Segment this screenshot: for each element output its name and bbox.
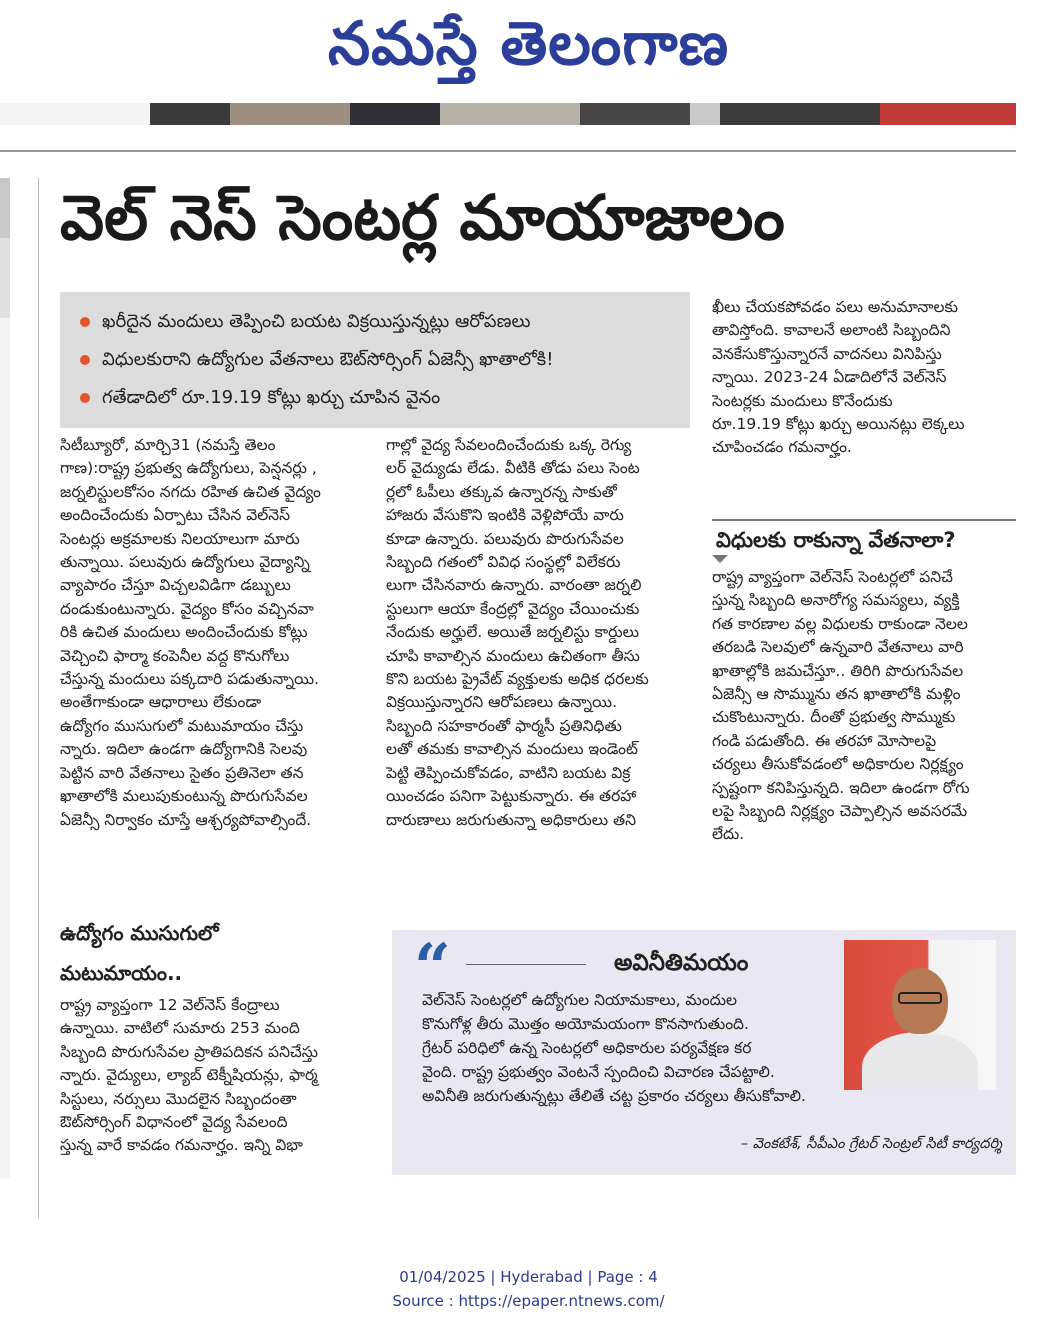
text-line: గాల్లో వైద్య సేవలందించేందుకు ఒక్క రెగ్యు	[386, 436, 632, 454]
portrait-photo	[844, 940, 996, 1090]
text-line: చర్యలు తీసుకోవడంలో అధికారుల నిర్లక్ష్యం	[712, 755, 964, 774]
quote-box	[392, 930, 1016, 1175]
adjacent-article-edge	[0, 178, 10, 1178]
text-line: చుకొంటున్నారు. దీంతో ప్రభుత్వ సొమ్ముకు	[712, 708, 956, 727]
text-line: ఏజెన్సీ నిర్వాకం చూస్తే ఆశ్చర్యపోవాల్సిందే.	[60, 810, 312, 829]
text-line: ఏజెన్సీ ఆ సొమ్మును తన ఖాతాలోకి మళ్లిం	[712, 685, 961, 704]
text-line: సెంటర్లు అక్రమాలకు నిలయాలుగా మారు	[60, 529, 300, 548]
text-line: గండి పడుతోంది. ఈ తరహా మోసాలపై	[712, 731, 937, 750]
bullet-icon	[80, 393, 90, 403]
text-line: పెట్టిన వారి వేతనాలు సైతం ప్రతినెలా తన	[60, 763, 304, 782]
text-line: అంతేగాకుండా ఆధారాలు లేకుండా	[60, 693, 262, 712]
text-line: సిస్టులు, నర్సులు మొదలైన సిబ్బందంతా	[60, 1089, 297, 1108]
text-line: పెట్టి తెప్పించుకోవడం, వాటిని బయట విక్ర	[386, 763, 631, 782]
text-line: సెంటర్లకు మందులు కొనేందుకు	[712, 391, 893, 410]
text-line: ఉన్నాయి. వాటిలో సుమారు 253 మంది	[60, 1019, 300, 1038]
top-rule	[0, 150, 1016, 152]
text-line: రాష్ట్ర వ్యాప్తంగా 12 వెల్‌నెస్ కేంద్రాలు	[60, 996, 280, 1014]
text-line: రూ.19.19 కోట్లు ఖర్చు అయినట్లు లెక్కలు	[712, 415, 965, 434]
text-line: చూపి కావాల్సిన మందులు ఉచితంగా తీసు	[386, 646, 640, 665]
text-line: రాష్ట్ర వ్యాప్తంగా వెల్‌నెస్ సెంటర్లలో పనిచే	[712, 568, 953, 586]
text-line: చేస్తున్న మందులు పక్కదారి పడుతున్నాయి.	[60, 670, 320, 689]
highlight-item: ఖరీదైన మందులు తెప్పించి బయట విక్రయిస్తున్నట్లు ఆరోపణలు	[80, 304, 530, 340]
text-line: జర్నలిస్టులకోసం నగదు రహిత ఉచిత వైద్యం	[60, 482, 321, 501]
highlight-item: విధులకురాని ఉద్యోగుల వేతనాలు ఔట్‌సోర్సింగ్ ఏజెన్సీ ఖాతాలోకి!	[80, 342, 553, 378]
quote-attribution: – వెంకటేశ్, సీపీఎం గ్రేటర్ సెంట్రల్ సిటీ కార్యదర్శి	[740, 1136, 1002, 1152]
text-line: కొనుగోళ్ల తీరు మొత్తం అయోమయంగా కొనసాగుతుంది.	[422, 1015, 749, 1033]
section-pointer-icon	[712, 555, 728, 563]
text-line: గాణ):రాష్ట్ర ప్రభుత్వ ఉద్యోగులు, పెన్షనర్లు ,	[60, 459, 317, 478]
text-line: వెనకేసుకొస్తున్నారనే వాదనలు వినిపిస్తు	[712, 344, 942, 363]
text-line: లపై సిబ్బంది నిర్లక్ష్యం చెప్పాల్సిన అవసరమే	[712, 802, 968, 821]
bullet-icon	[80, 355, 90, 365]
bullet-icon	[80, 317, 90, 327]
quote-divider	[466, 964, 586, 965]
subhead-line-1: ఉద్యోగం ముసుగులో	[60, 921, 219, 945]
section-rule	[712, 519, 1016, 521]
text-line: లర్ వైద్యుడు లేడు. వీటికి తోడు పలు సెంట	[386, 459, 640, 478]
text-line: గ్రేటర్ పరిధిలో ఉన్న సెంటర్లలో అధికారుల పర్యవేక్షణ కర	[422, 1039, 752, 1057]
text-line: కూడా ఉన్నారు. పలువురు పొరుగుసేవల	[386, 529, 624, 548]
footer-source: Source : https://epaper.ntnews.com/	[392, 1292, 665, 1310]
quote-mark-icon: “	[414, 930, 451, 1005]
text-line: హాజరు వేసుకొని ఇంటికి వెళ్లిపోయే వారు	[386, 506, 624, 525]
article-column-1	[60, 434, 360, 832]
footer-dateline: 01/04/2025 | Hyderabad | Page : 4	[399, 1268, 658, 1286]
text-line: ఖాతాల్లోకి జమచేస్తూ.. తిరిగి పొరుగుసేవల	[712, 661, 964, 680]
subhead-line-2: మటుమాయం..	[60, 961, 183, 985]
text-line: విక్రయిస్తున్నారని ఆరోపణలు ఉన్నాయి.	[386, 693, 617, 712]
text-line: తావిస్తోంది. కావాలనే అలాంటి సిబ్బందిని	[712, 321, 951, 340]
article-column-2	[386, 434, 690, 832]
text-line: సిబ్బంది పొరుగుసేవల ప్రాతిపదికన పనిచేస్తు	[60, 1042, 318, 1061]
photo-strip	[0, 103, 1016, 125]
text-line: తున్నాయి. పలువురు ఉద్యోగులు వైద్యాన్ని	[60, 553, 310, 572]
article-column-3	[712, 296, 1016, 460]
text-line: తరబడి సెలవులో ఉన్నవారి వేతనాలు వారి	[712, 638, 964, 657]
section-heading	[712, 519, 1016, 559]
text-line: న్నాయి. 2023-24 ఏడాదిలోనే వెల్‌నెస్	[712, 368, 947, 387]
column-divider	[38, 178, 39, 1218]
text-line: అందించేందుకు ఏర్పాటు చేసిన వెల్‌నెస్	[60, 506, 291, 525]
text-line: లుగా చేసినవారు ఉన్నారు. వారంతా జర్నలి	[386, 576, 642, 595]
text-line: న్నారు. ఇదిలా ఉండగా ఉద్యోగానికి సెలవు	[60, 740, 308, 759]
text-line: అవినీతి జరుగుతున్నట్లు తేలితే చట్ట ప్రకారం చర్యలు తీసుకోవాలి.	[422, 1087, 806, 1105]
text-line: సిబ్బంది సహకారంతో ఫార్మసీ ప్రతినిధితు	[386, 716, 622, 735]
text-line: న్నారు. వైద్యులు, ల్యాబ్ టెక్నీషియన్లు, ఫార్మ	[60, 1066, 318, 1085]
text-line: ఖీలు చేయకపోవడం పలు అనుమానాలకు	[712, 298, 958, 316]
text-line: సిటీబ్యూరో, మార్చి31 (నమస్తే తెలం	[60, 436, 276, 454]
article-column-1-cont	[60, 994, 360, 1158]
masthead	[0, 0, 1057, 100]
text-line: సిబ్బంది గతంలో వివిధ సంస్థల్లో విలేకరు	[386, 553, 621, 572]
highlights-box	[60, 292, 690, 428]
text-line: స్టులుగా ఆయా కేంద్రల్లో వైద్యం చేయించుకు	[386, 599, 640, 618]
text-line: స్తున్న వారే కావడం గమనార్హం. ఇన్ని విభా	[60, 1136, 303, 1155]
text-line: కొని బయట ప్రైవేట్ వ్యక్తులకు అధిక ధరలకు	[386, 670, 649, 689]
text-line: వెచ్చించి ఫార్మా కంపెనీల వద్ద కొనుగోలు	[60, 646, 290, 665]
text-line: ర్లలో ఓపీలు తక్కువ ఉన్నారన్న సాకుతో	[386, 482, 617, 501]
text-line: గత కారణాల వల్ల విధులకు రాకుండా నెలల	[712, 614, 968, 633]
section-title: విధులకు రాకున్నా వేతనాలా?	[716, 528, 956, 552]
text-line: యించడం పనిగా పెట్టుకున్నారు. ఈ తరహా	[386, 787, 637, 806]
text-line: స్తున్న సిబ్బంది అనారోగ్య సమస్యలు, వ్యక్తి	[712, 591, 960, 610]
text-line: రికి ఉచిత మందులు అందించేందుకు కోట్లు	[60, 623, 308, 642]
newspaper-logo: నమస్తే తెలంగాణ	[327, 9, 730, 79]
text-line: వెల్‌నెస్ సెంటర్లలో ఉద్యోగుల నియామకాలు, మందుల	[422, 991, 737, 1009]
quote-body	[422, 988, 826, 1108]
highlight-item: గతేడాదిలో రూ.19.19 కోట్లు ఖర్చు చూపిన వైనం	[80, 380, 440, 416]
article-column-3-cont	[712, 566, 1016, 847]
text-line: నేందుకు అర్హులే. అయితే జర్నలిస్టు కార్డులు	[386, 623, 639, 642]
text-line: లతో తమకు కావాల్సిన మందులు ఇండెంట్	[386, 740, 638, 759]
text-line: వ్యాపారం చేస్తూ విచ్చలవిడిగా డబ్బులు	[60, 576, 291, 595]
text-line: చూపించడం గమనార్హం.	[712, 438, 852, 457]
text-line: దండుకుంటున్నారు. వైద్యం కోసం వచ్చినవా	[60, 599, 314, 618]
text-line: లేదు.	[712, 825, 745, 844]
text-line: వైంది. రాష్ట్ర ప్రభుత్వం వెంటనే స్పందించి విచారణ చేపట్టాలి.	[422, 1063, 775, 1081]
text-line: ఔట్‌సోర్సింగ్ విధానంలో వైద్య సేవలంది	[60, 1113, 288, 1132]
text-line: స్పష్టంగా కనిపిస్తున్నది. ఇదిలా ఉండగా రోగు	[712, 778, 970, 797]
text-line: దారుణాలు జరుగుతున్నా అధికారులు తని	[386, 810, 636, 829]
headline: వెల్ నెస్ సెంటర్ల మాయాజాలం	[60, 181, 785, 254]
text-line: ఉద్యోగం ముసుగులో మటుమాయం చేస్తు	[60, 716, 304, 735]
text-line: ఖాతాలోకి మలుపుకుంటున్న పొరుగుసేవల	[60, 787, 308, 806]
quote-title: అవినీతిమయం	[614, 950, 749, 976]
